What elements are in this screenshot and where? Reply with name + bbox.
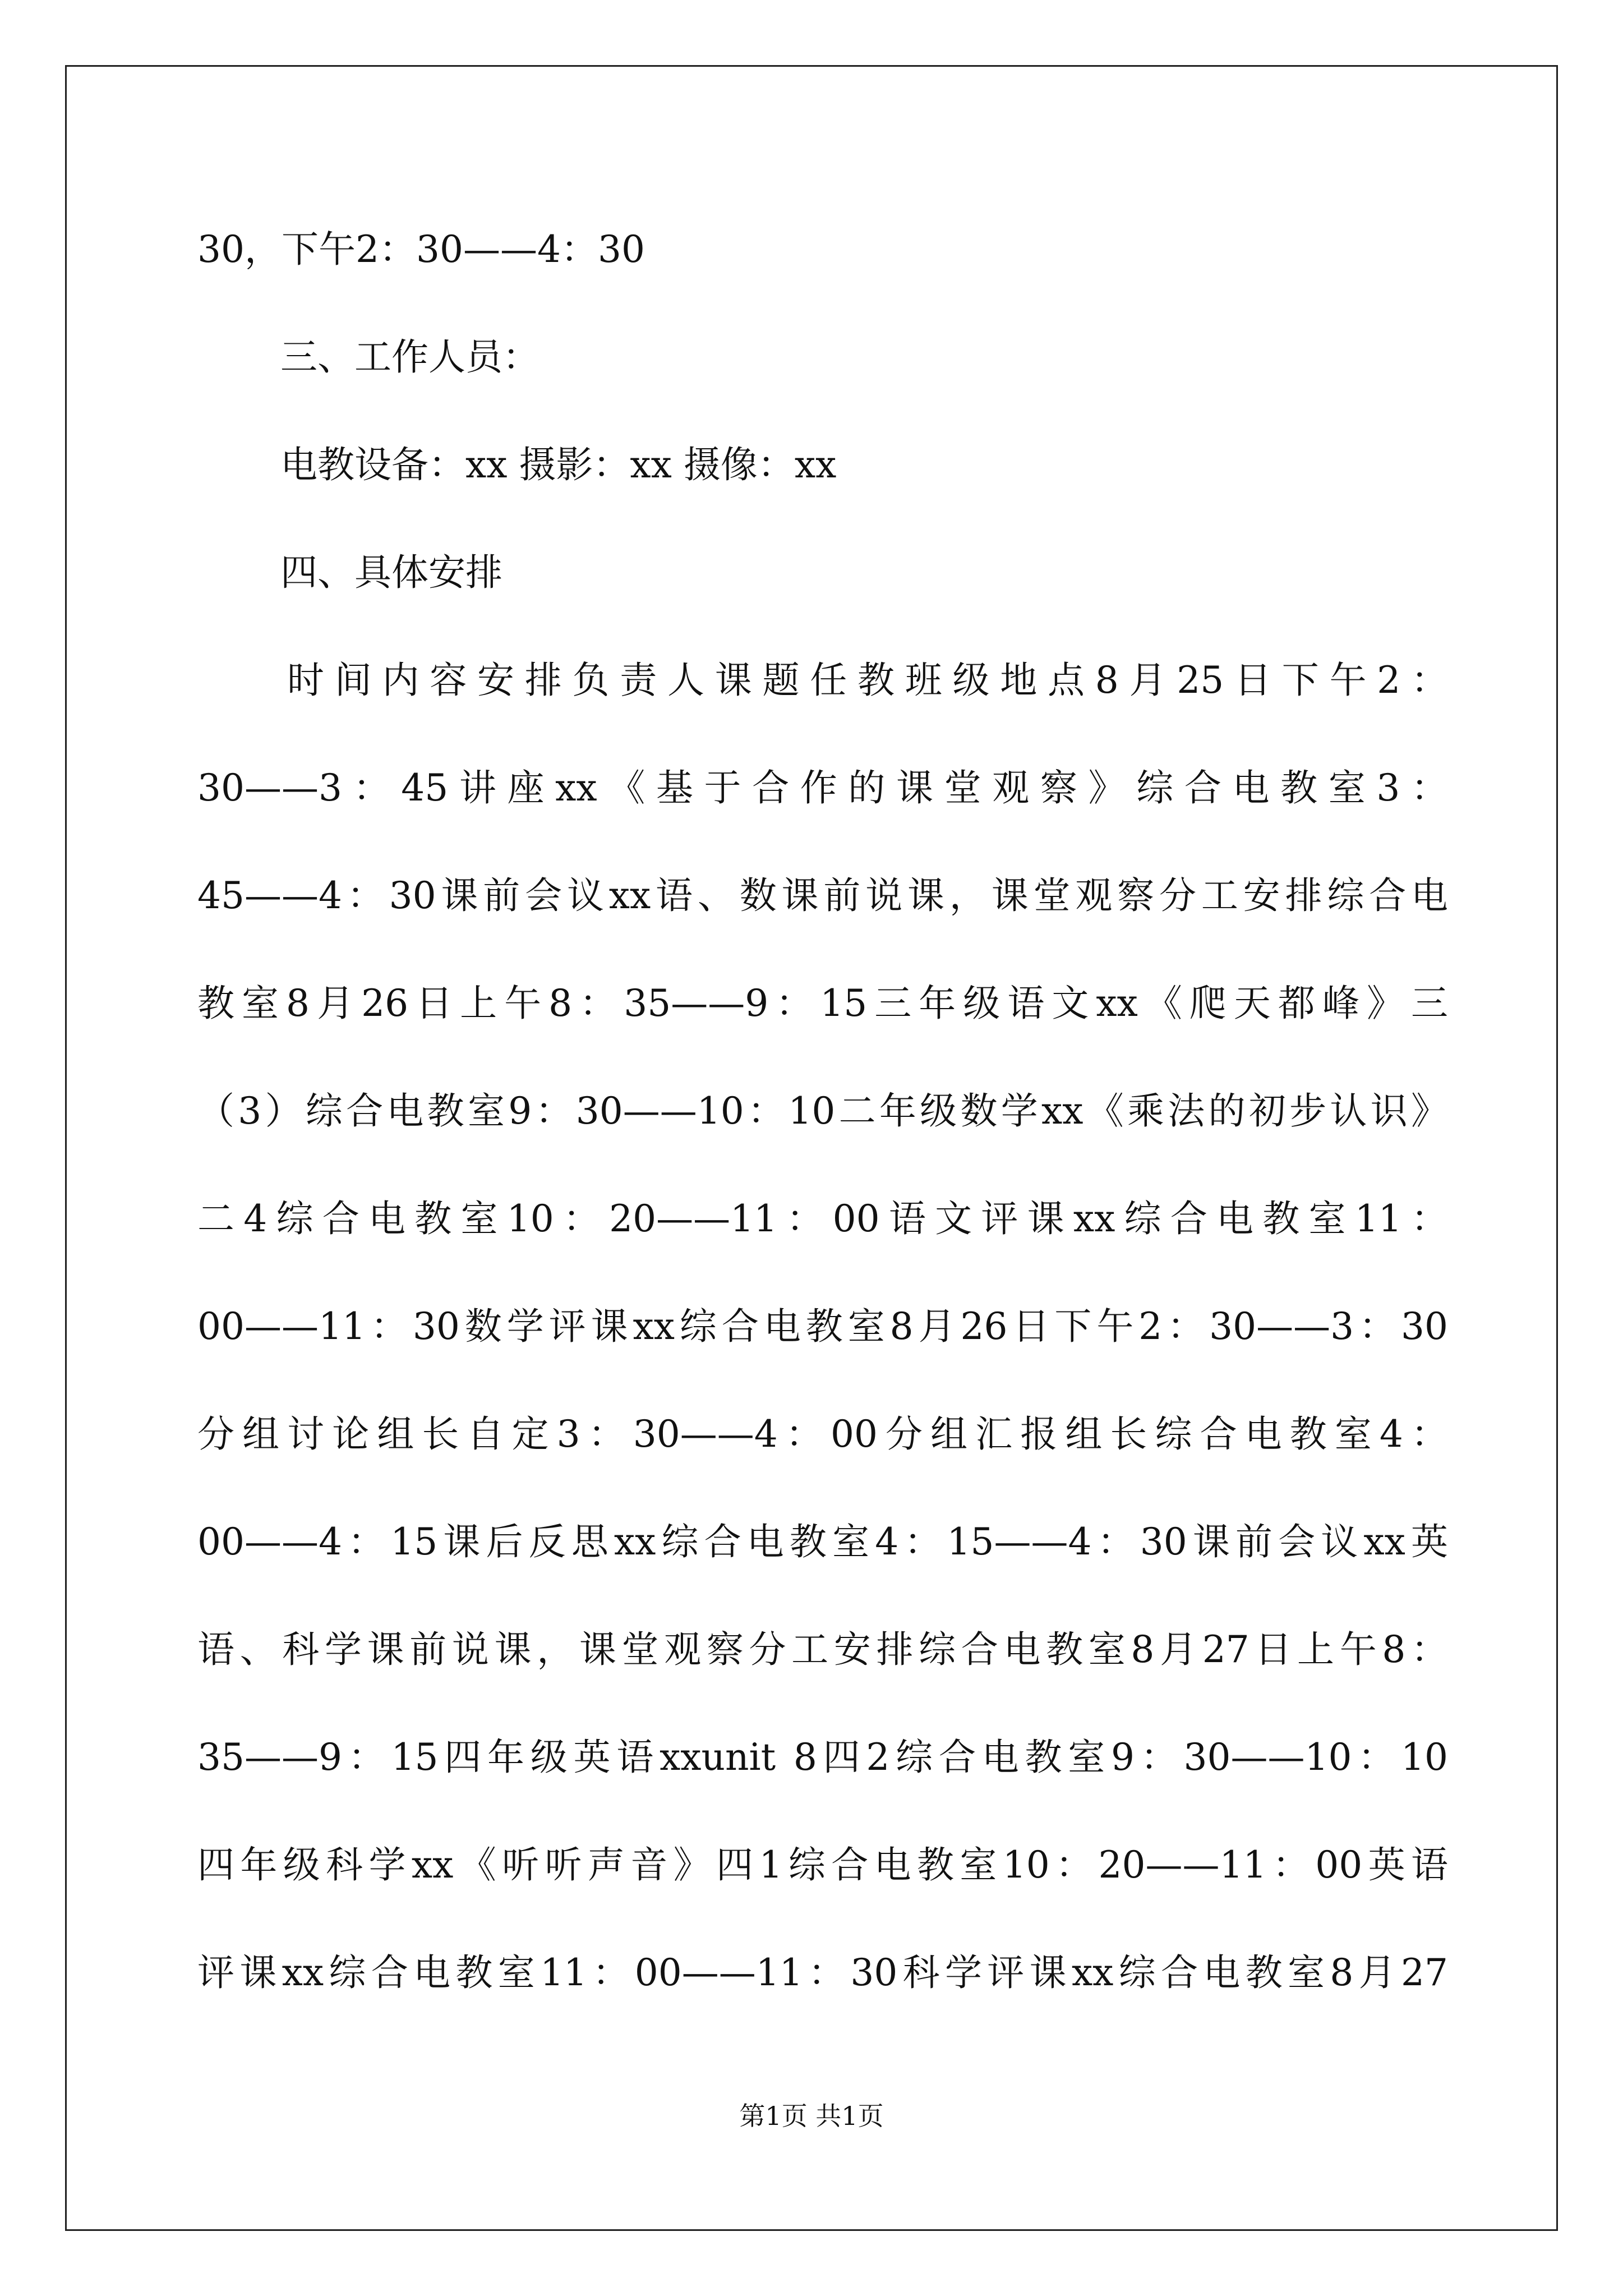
text-line: 45——4：30课前会议xx语、数课前说课，课堂观察分工安排综合电 [197, 874, 1448, 917]
text-line: 评课xx综合电教室11：00——11：30科学评课xx综合电教室8月27 [197, 1951, 1448, 1994]
text-line: 教室8月26日上午8：35——9：15三年级语文xx《爬天都峰》三 [197, 982, 1448, 1025]
text-line: 30——3：45讲座xx《基于合作的课堂观察》综合电教室3： [197, 766, 1448, 809]
text-line: 语、科学课前说课，课堂观察分工安排综合电教室8月27日上午8： [197, 1628, 1448, 1671]
text-line: 二4综合电教室10：20——11：00语文评课xx综合电教室11： [197, 1197, 1448, 1240]
text-line: 时间内容安排负责人课题任教班级地点8月25日下午2： [287, 659, 1448, 702]
text-line: 电教设备：xx 摄影：xx 摄像：xx [280, 443, 837, 486]
text-line: 35——9：15四年级英语xxunit 8四2综合电教室9：30——10：10 [197, 1736, 1448, 1779]
text-line: 分组讨论组长自定3：30——4：00分组汇报组长综合电教室4： [197, 1412, 1448, 1456]
text-line: 四年级科学xx《听听声音》四1综合电教室10：20——11：00英语 [197, 1843, 1448, 1887]
section-heading: 四、具体安排 [280, 551, 502, 594]
text-line: 30，下午2：30——4：30 [197, 228, 645, 271]
page-footer: 第1页 共1页 [739, 2101, 884, 2131]
text-line: 00——4：15课后反思xx综合电教室4：15——4：30课前会议xx英 [197, 1520, 1448, 1563]
text-line: （3）综合电教室9：30——10：10二年级数学xx《乘法的初步认识》 [197, 1089, 1448, 1133]
section-heading: 三、工作人员： [280, 335, 540, 379]
text-line: 00——11：30数学评课xx综合电教室8月26日下午2：30——3：30 [197, 1305, 1448, 1348]
